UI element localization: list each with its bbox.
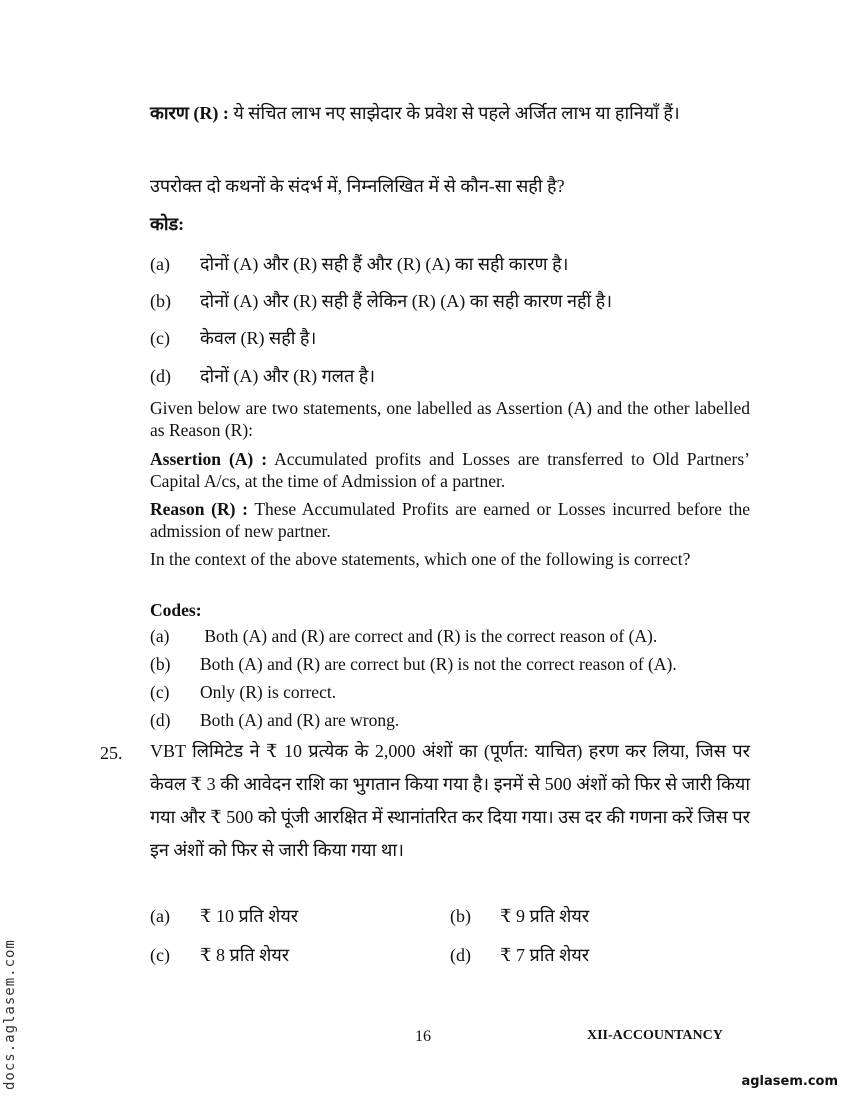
english-codes-label: Codes:	[150, 600, 202, 620]
q25-option-b	[450, 904, 730, 928]
english-reason	[150, 498, 750, 542]
option-text: Both (A) and (R) are wrong.	[200, 710, 400, 730]
hindi-reason-label: कारण (R) :	[150, 103, 229, 123]
option-label: (d)	[450, 945, 471, 965]
option-text: ₹ 10 प्रति शेयर	[200, 906, 299, 926]
option-label: (b)	[150, 291, 171, 311]
option-text: दोनों (A) और (R) गलत है।	[200, 366, 376, 386]
option-text: ₹ 8 प्रति शेयर	[200, 945, 290, 965]
option-label: (c)	[150, 945, 170, 965]
option-text: Both (A) and (R) are correct but (R) is not the correct reason of (A).	[200, 654, 677, 674]
option-text: ₹ 9 प्रति शेयर	[500, 906, 590, 926]
assertion-label: Assertion (A) :	[150, 449, 268, 469]
english-option-c	[150, 682, 770, 703]
english-option-a	[150, 626, 770, 647]
option-text: Only (R) is correct.	[200, 682, 337, 702]
english-assertion	[150, 448, 750, 492]
subject-footer: XII-ACCOUNTANCY	[587, 1028, 723, 1043]
option-label: (c)	[150, 328, 170, 348]
option-label: (a)	[150, 254, 170, 274]
option-text: दोनों (A) और (R) सही हैं और (R) (A) का सही कारण है।	[200, 254, 569, 274]
hindi-option-b	[150, 289, 770, 313]
option-label: (a)	[150, 626, 170, 646]
option-label: (d)	[150, 710, 171, 730]
q25-option-a	[150, 904, 430, 928]
question-25-text: VBT लिमिटेड ने ₹ 10 प्रत्येक के 2,000 अंशों का (पूर्णत: याचित) हरण कर लिया, जिस पर केवल ₹ 3 की आवेदन राशि का भुगतान किया गया है। इनमें से 500 अंशों को फिर से जारी किया गया और ₹ 500 को पूंजी आरक्षित में स्थानांतरित कर दिया गया। उस दर की गणना करें जिस पर इन अंशों को फिर से जारी किया गया था।	[150, 741, 750, 860]
option-text: दोनों (A) और (R) सही हैं लेकिन (R) (A) का सही कारण नहीं है।	[200, 291, 613, 311]
hindi-question: उपरोक्त दो कथनों के संदर्भ में, निम्नलिखित में से कौन-सा सही है?	[150, 176, 565, 196]
hindi-codes-label: कोड:	[150, 214, 185, 234]
brand-link[interactable]: aglasem.com	[741, 1074, 838, 1089]
hindi-option-a	[150, 252, 770, 276]
hindi-option-d	[150, 364, 770, 388]
option-text: ₹ 7 प्रति शेयर	[500, 945, 590, 965]
assertion-text: Accumulated profits and Losses are transferred to Old Partners’ Capital A/cs, at the time of Admission of a partner.	[150, 449, 750, 491]
reason-text: These Accumulated Profits are earned or Losses incurred before the admission of new partner.	[150, 499, 750, 541]
option-label: (b)	[450, 906, 471, 926]
q25-option-d	[450, 943, 730, 967]
option-label: (d)	[150, 366, 171, 386]
q25-option-c	[150, 943, 430, 967]
hindi-reason-text: ये संचित लाभ नए साझेदार के प्रवेश से पहले अर्जित लाभ या हानियाँ हैं।	[233, 103, 680, 123]
english-option-b	[150, 654, 770, 675]
english-question: In the context of the above statements, which one of the following is correct?	[150, 549, 691, 569]
question-number: 25.	[100, 743, 123, 763]
option-text: केवल (R) सही है।	[200, 328, 317, 348]
english-option-d	[150, 710, 770, 731]
option-label: (a)	[150, 906, 170, 926]
hindi-option-c	[150, 326, 770, 350]
option-label: (b)	[150, 654, 171, 674]
english-intro: Given below are two statements, one labelled as Assertion (A) and the other labelled as Reason (R):	[150, 398, 750, 440]
option-text: Both (A) and (R) are correct and (R) is the correct reason of (A).	[200, 626, 658, 646]
side-watermark: docs.aglasem.com	[2, 939, 18, 1090]
option-label: (c)	[150, 682, 170, 702]
reason-label: Reason (R) :	[150, 499, 248, 519]
hindi-reason	[150, 97, 750, 130]
page-number: 16	[415, 1028, 431, 1045]
